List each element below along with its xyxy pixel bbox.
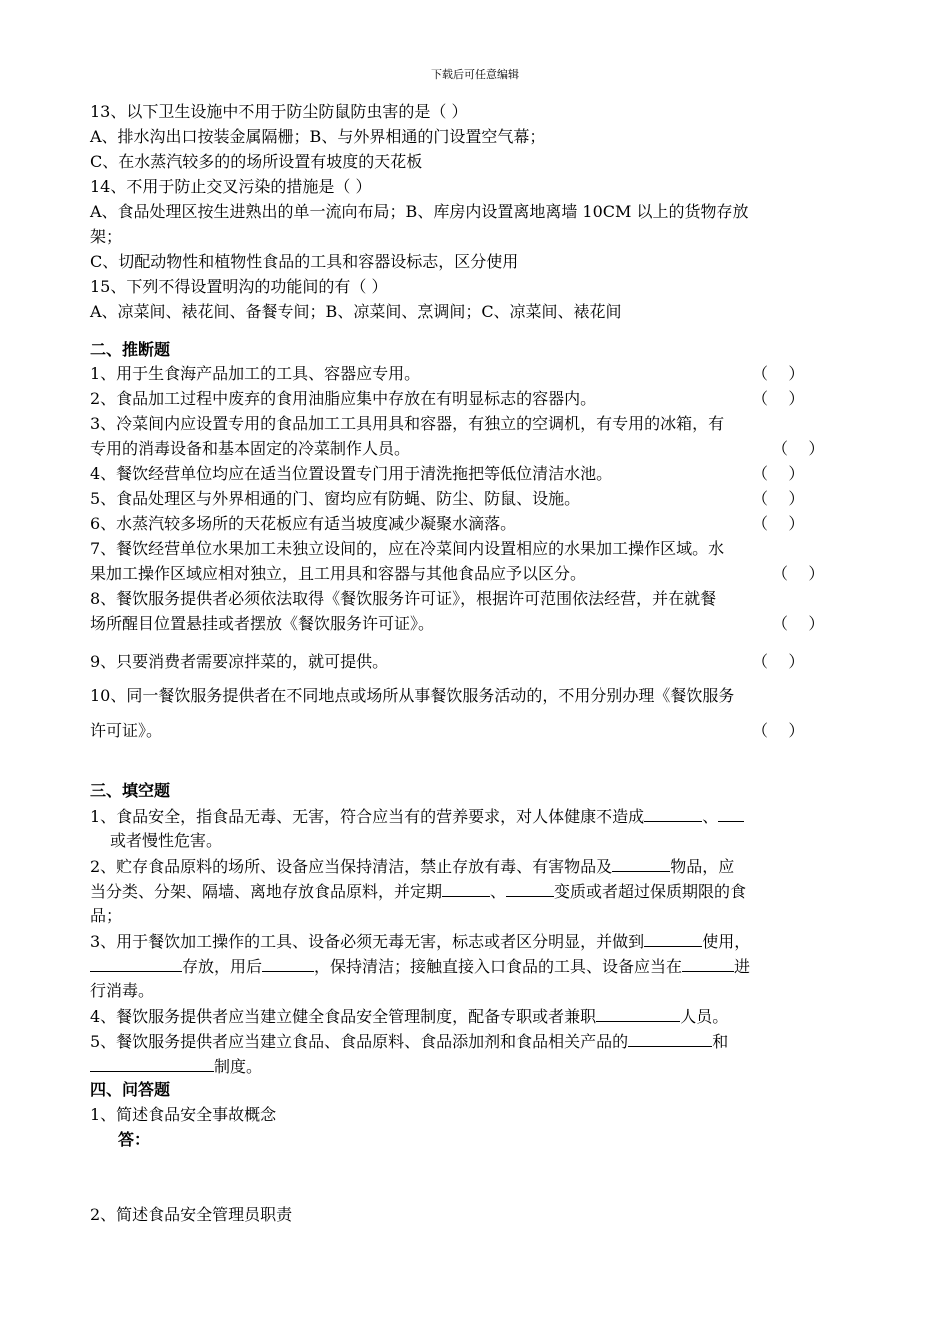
fill-blank-3d[interactable] (682, 956, 734, 972)
fill-blank-2a[interactable] (612, 856, 670, 872)
question-13-options-ab: A、排水沟出口按装金属隔栅；B、与外界相通的门设置空气幕； (90, 127, 546, 146)
fill-blank-3c[interactable] (262, 956, 314, 972)
question-14-option-c: C、切配动物性和植物性食品的工具和容器设标志，区分使用 (90, 252, 519, 271)
fill-blank-2c[interactable] (506, 881, 554, 897)
tf-item-2: 2、食品加工过程中废弃的食用油脂应集中存放在有明显标志的容器内。 (90, 389, 597, 408)
tf-item-1: 1、用于生食海产品加工的工具、容器应专用。 (90, 364, 421, 383)
tf-answer-9[interactable]: （ ） (752, 652, 805, 671)
question-14-options-ab: A、食品处理区按生进熟出的单一流向布局；B、库房内设置离地离墙 10CM 以上的货物存放 (90, 202, 749, 221)
qa-question-1: 1、简述食品安全事故概念 (90, 1105, 277, 1124)
fill-item-3-cont: 存放，用后 ，保持清洁；接触直接入口食品的工具、设备应当在 进 (90, 956, 750, 977)
tf-item-7-cont: 果加工操作区域应相对独立，且工用具和容器与其他食品应予以区分。 (90, 564, 587, 583)
tf-item-3-cont: 专用的消毒设备和基本固定的冷菜制作人员。 (90, 439, 411, 458)
fill-blank-4a[interactable] (596, 1006, 680, 1022)
question-15: 15、下列不得设置明沟的功能间的有（ ） (90, 277, 388, 296)
tf-item-10-cont: 许可证》。 (90, 721, 163, 740)
tf-answer-8[interactable]: （ ） (772, 614, 825, 633)
tf-item-7: 7、餐饮经营单位水果加工未独立设间的，应在冷菜间内设置相应的水果加工操作区域。水 (90, 539, 725, 558)
tf-answer-7[interactable]: （ ） (772, 564, 825, 583)
tf-item-8-cont: 场所醒目位置悬挂或者摆放《餐饮服务许可证》。 (90, 614, 435, 633)
tf-item-6: 6、水蒸汽较多场所的天花板应有适当坡度减少凝聚水滴落。 (90, 514, 517, 533)
tf-item-5: 5、食品处理区与外界相通的门、窗均应有防蝇、防尘、防鼠、设施。 (90, 489, 581, 508)
fill-item-3-end: 行消毒。 (90, 981, 155, 1000)
tf-answer-6[interactable]: （ ） (752, 514, 805, 533)
fill-blank-2b[interactable] (442, 881, 490, 897)
fill-item-2-cont: 当分类、分架、隔墙、离地存放食品原料，并定期 、 变质或者超过保质期限的食 (90, 882, 747, 901)
fill-blank-5a[interactable] (628, 1031, 712, 1047)
fill-blank-1a[interactable] (644, 806, 702, 822)
section-title-judgment: 二、推断题 (90, 340, 171, 359)
tf-answer-1[interactable]: （ ） (752, 364, 805, 383)
fill-blank-3a[interactable] (644, 931, 702, 947)
page-header: 下载后可任意编辑 (431, 68, 519, 81)
section-title-fill: 三、填空题 (90, 781, 171, 800)
question-14-options-ab-cont: 架； (90, 227, 123, 246)
tf-item-9: 9、只要消费者需要凉拌菜的，就可提供。 (90, 652, 389, 671)
fill-blank-1b[interactable] (718, 806, 744, 822)
tf-answer-4[interactable]: （ ） (752, 464, 805, 483)
section-title-qa: 四、问答题 (90, 1080, 171, 1099)
tf-answer-5[interactable]: （ ） (752, 489, 805, 508)
tf-item-3: 3、冷菜间内应设置专用的食品加工工具用具和容器，有独立的空调机，有专用的冰箱，有 (90, 414, 725, 433)
fill-item-1: 1、食品安全，指食品无毒、无害，符合应当有的营养要求，对人体健康不造成 、 (90, 806, 744, 827)
qa-answer-1-label: 答： (118, 1130, 151, 1149)
tf-answer-2[interactable]: （ ） (752, 389, 805, 408)
fill-item-4: 4、餐饮服务提供者应当建立健全食品安全管理制度，配备专职或者兼职 人员。 (90, 1007, 729, 1026)
fill-item-2: 2、贮存食品原料的场所、设备应当保持清洁，禁止存放有毒、有害物品及 物品，应 (90, 857, 735, 876)
tf-item-10: 10、同一餐饮服务提供者在不同地点或场所从事餐饮服务活动的，不用分别办理《餐饮服务 (90, 686, 735, 705)
question-13-option-c: C、在水蒸汽较多的的场所设置有坡度的天花板 (90, 152, 423, 171)
question-13: 13、以下卫生设施中不用于防尘防鼠防虫害的是（ ） (90, 102, 468, 121)
fill-blank-5b[interactable] (90, 1056, 214, 1072)
fill-item-1-cont: 或者慢性危害。 (110, 831, 223, 850)
fill-item-2-end: 品； (90, 906, 123, 925)
fill-item-5-cont: 制度。 (90, 1056, 262, 1077)
fill-blank-3b[interactable] (90, 956, 182, 972)
qa-question-2: 2、简述食品安全管理员职责 (90, 1205, 293, 1224)
tf-answer-10[interactable]: （ ） (752, 721, 805, 740)
tf-answer-3[interactable]: （ ） (772, 439, 825, 458)
tf-item-4: 4、餐饮经营单位均应在适当位置设置专门用于清洗拖把等低位清洁水池。 (90, 464, 613, 483)
question-14: 14、不用于防止交叉污染的措施是（ ） (90, 177, 372, 196)
fill-item-5: 5、餐饮服务提供者应当建立食品、食品原料、食品添加剂和食品相关产品的 和 (90, 1032, 729, 1051)
question-15-options: A、凉菜间、裱花间、备餐专间；B、凉菜间、烹调间；C、凉菜间、裱花间 (90, 302, 622, 321)
fill-item-3: 3、用于餐饮加工操作的工具、设备必须无毒无害，标志或者区分明显，并做到 使用， (90, 932, 751, 951)
tf-item-8: 8、餐饮服务提供者必须依法取得《餐饮服务许可证》，根据许可范围依法经营，并在就餐 (90, 589, 717, 608)
